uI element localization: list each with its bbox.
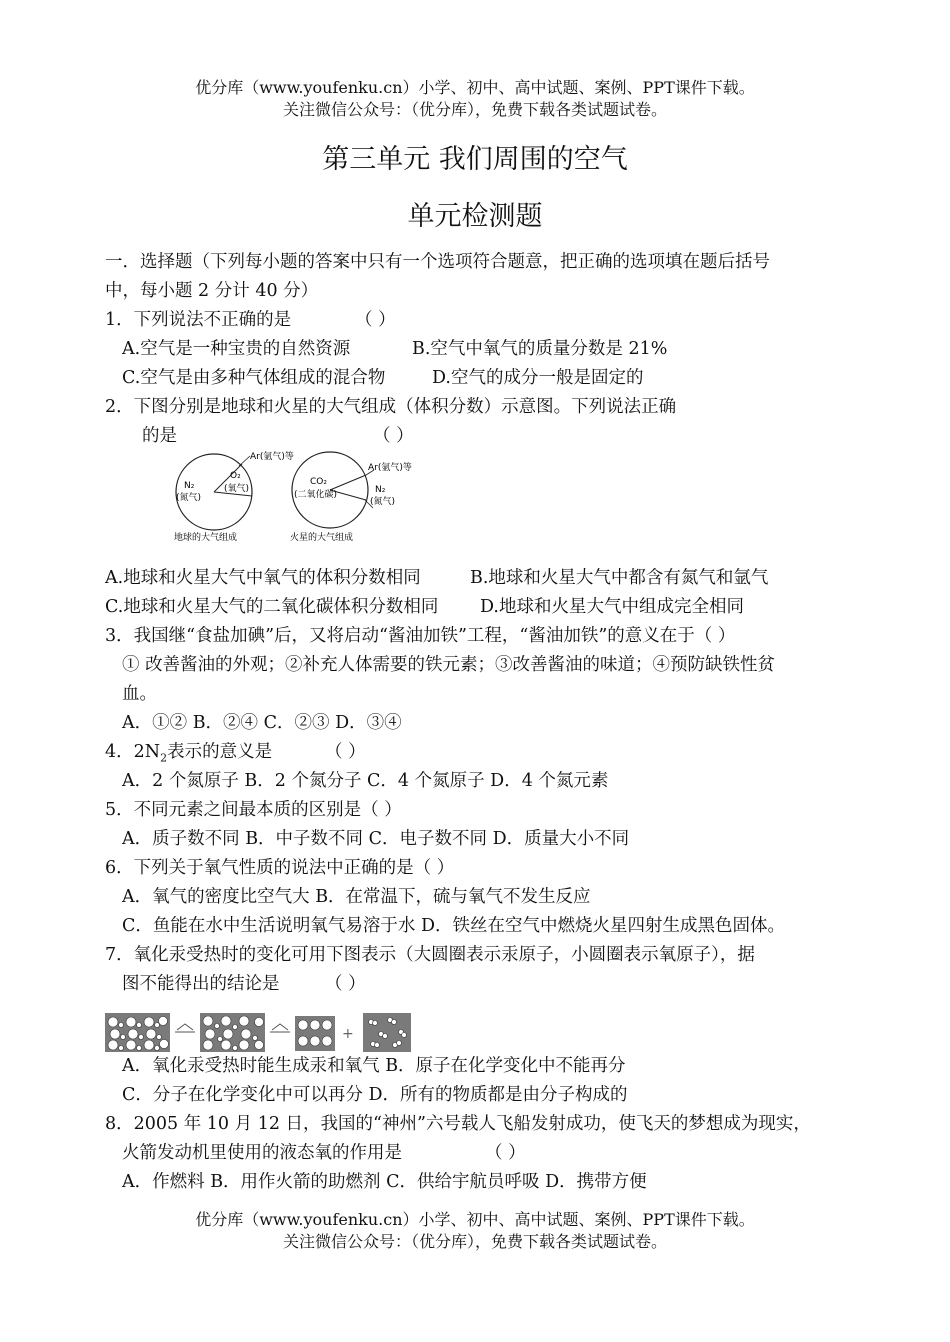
q6-stem: 6．下列关于氧气性质的说法中正确的是（ ） xyxy=(105,858,455,878)
atmosphere-composition-figure xyxy=(160,440,430,550)
earth-caption: 地球的大气组成 xyxy=(174,533,238,543)
footer-line-2: 关注微信公众号：（优分库），免费下载各类试题试卷。 xyxy=(282,1232,667,1251)
mars-co2-cn-label: (二氧化碳) xyxy=(294,490,338,500)
section-heading-line-1: 一．选择题（下列每小题的答案中只有一个选项符合题意，把正确的选项填在题后括号 xyxy=(105,252,770,272)
q6-options-1: A．氧气的密度比空气大 B．在常温下，硫与氧气不发生反应 xyxy=(122,887,591,907)
q4-stem-pre: 4．2N xyxy=(105,742,161,762)
q2-option-d: D.地球和火星大气中组成完全相同 xyxy=(480,597,744,617)
q3-options: A．①② B．②④ C．②③ D．③④ xyxy=(122,713,402,733)
q2-answer-paren: （ ） xyxy=(373,426,414,446)
q5-stem: 5．不同元素之间最本质的区别是（ ） xyxy=(105,800,402,820)
q3-statements-cont: 血。 xyxy=(122,684,157,704)
q1-answer-paren: （ ） xyxy=(355,310,396,330)
q2-stem-cont: 的是 xyxy=(142,426,177,446)
page-title: 第三单元 我们周围的空气 xyxy=(322,144,628,175)
page-subtitle: 单元检测题 xyxy=(407,201,543,232)
q4-answer-paren: （ ） xyxy=(325,742,366,762)
q8-stem: 8．2005 年 10 月 12 日，我国的“神州”六号载人飞船发射成功，使飞天的梦想成为现实， xyxy=(105,1114,811,1134)
section-heading-line-2: 中，每小题 2 分计 40 分） xyxy=(105,281,319,301)
q2-option-b: B.地球和火星大气中都含有氮气和氩气 xyxy=(470,568,769,588)
q7-stem: 7．氧化汞受热时的变化可用下图表示（大圆圈表示汞原子，小圆圈表示氧原子），据 xyxy=(105,945,755,965)
mars-n2-label: N₂ xyxy=(375,485,386,495)
earth-o2-cn-label: (氧气) xyxy=(224,484,250,494)
footer-line-1: 优分库（www.youfenku.cn）小学、初中、高中试题、案例、PPT课件下载。 xyxy=(195,1210,755,1229)
q1-option-a: A.空气是一种宝贵的自然资源 xyxy=(122,339,351,359)
q4-options: A．2 个氮原子 B．2 个氮分子 C．4 个氮原子 D．4 个氮元素 xyxy=(122,771,609,791)
q8-stem-cont: 火箭发动机里使用的液态氧的作用是 xyxy=(122,1143,402,1163)
q2-option-c: C.地球和火星大气的二氧化碳体积分数相同 xyxy=(105,597,439,617)
q6-options-2: C．鱼能在水中生活说明氧气易溶于水 D．铁丝在空气中燃烧火星四射生成黑色固体。 xyxy=(122,916,785,936)
q8-answer-paren: （ ） xyxy=(485,1143,526,1163)
q7-answer-paren: （ ） xyxy=(325,974,366,994)
q1-stem: 1．下列说法不正确的是 xyxy=(105,310,292,330)
q4-stem-post: 表示的意义是 xyxy=(167,742,273,762)
header-line-1: 优分库（www.youfenku.cn）小学、初中、高中试题、案例、PPT课件下载。 xyxy=(195,78,755,97)
mars-caption: 火星的大气组成 xyxy=(290,533,354,543)
svg-text:+: + xyxy=(342,1026,354,1042)
q8-options: A．作燃料 B．用作火箭的助燃剂 C．供给宇航员呼吸 D．携带方便 xyxy=(122,1172,647,1192)
q3-statements: ① 改善酱油的外观；②补充人体需要的铁元素；③改善酱油的味道；④预防缺铁性贫 xyxy=(122,655,776,675)
mars-co2-label: CO₂ xyxy=(310,477,327,487)
q2-option-a: A.地球和火星大气中氧气的体积分数相同 xyxy=(105,568,421,588)
earth-n2-cn-label: (氮气) xyxy=(176,493,202,503)
q1-option-b: B.空气中氧气的质量分数是 21% xyxy=(412,339,668,359)
earth-o2-label: O₂ xyxy=(230,471,241,481)
mars-n2-cn-label: (氮气) xyxy=(370,497,396,507)
earth-n2-label: N₂ xyxy=(184,481,195,491)
q4-stem-subscript: 2 xyxy=(160,751,168,765)
q1-option-d: D.空气的成分一般是固定的 xyxy=(432,368,644,388)
q7-options-2: C．分子在化学变化中可以再分 D．所有的物质都是由分子构成的 xyxy=(122,1085,628,1105)
earth-ar-label: Ar(氩气)等 xyxy=(250,452,294,462)
q2-stem: 2．下图分别是地球和火星的大气组成（体积分数）示意图。下列说法正确 xyxy=(105,397,677,417)
q7-stem-cont: 图不能得出的结论是 xyxy=(122,974,280,994)
q5-options: A．质子数不同 B．中子数不同 C．电子数不同 D．质量大小不同 xyxy=(122,829,630,849)
q7-options-1: A．氧化汞受热时能生成汞和氧气 B．原子在化学变化中不能再分 xyxy=(122,1056,626,1076)
q4-stem xyxy=(105,740,272,764)
mercury-oxide-decomposition-figure xyxy=(105,1012,415,1054)
mars-ar-label: Ar(氩气)等 xyxy=(368,463,412,473)
header-line-2: 关注微信公众号：（优分库），免费下载各类试题试卷。 xyxy=(282,100,667,119)
q1-option-c: C.空气是由多种气体组成的混合物 xyxy=(122,368,386,388)
q3-stem: 3．我国继“食盐加碘”后，又将启动“酱油加铁”工程，“酱油加铁”的意义在于（ ） xyxy=(105,626,736,646)
